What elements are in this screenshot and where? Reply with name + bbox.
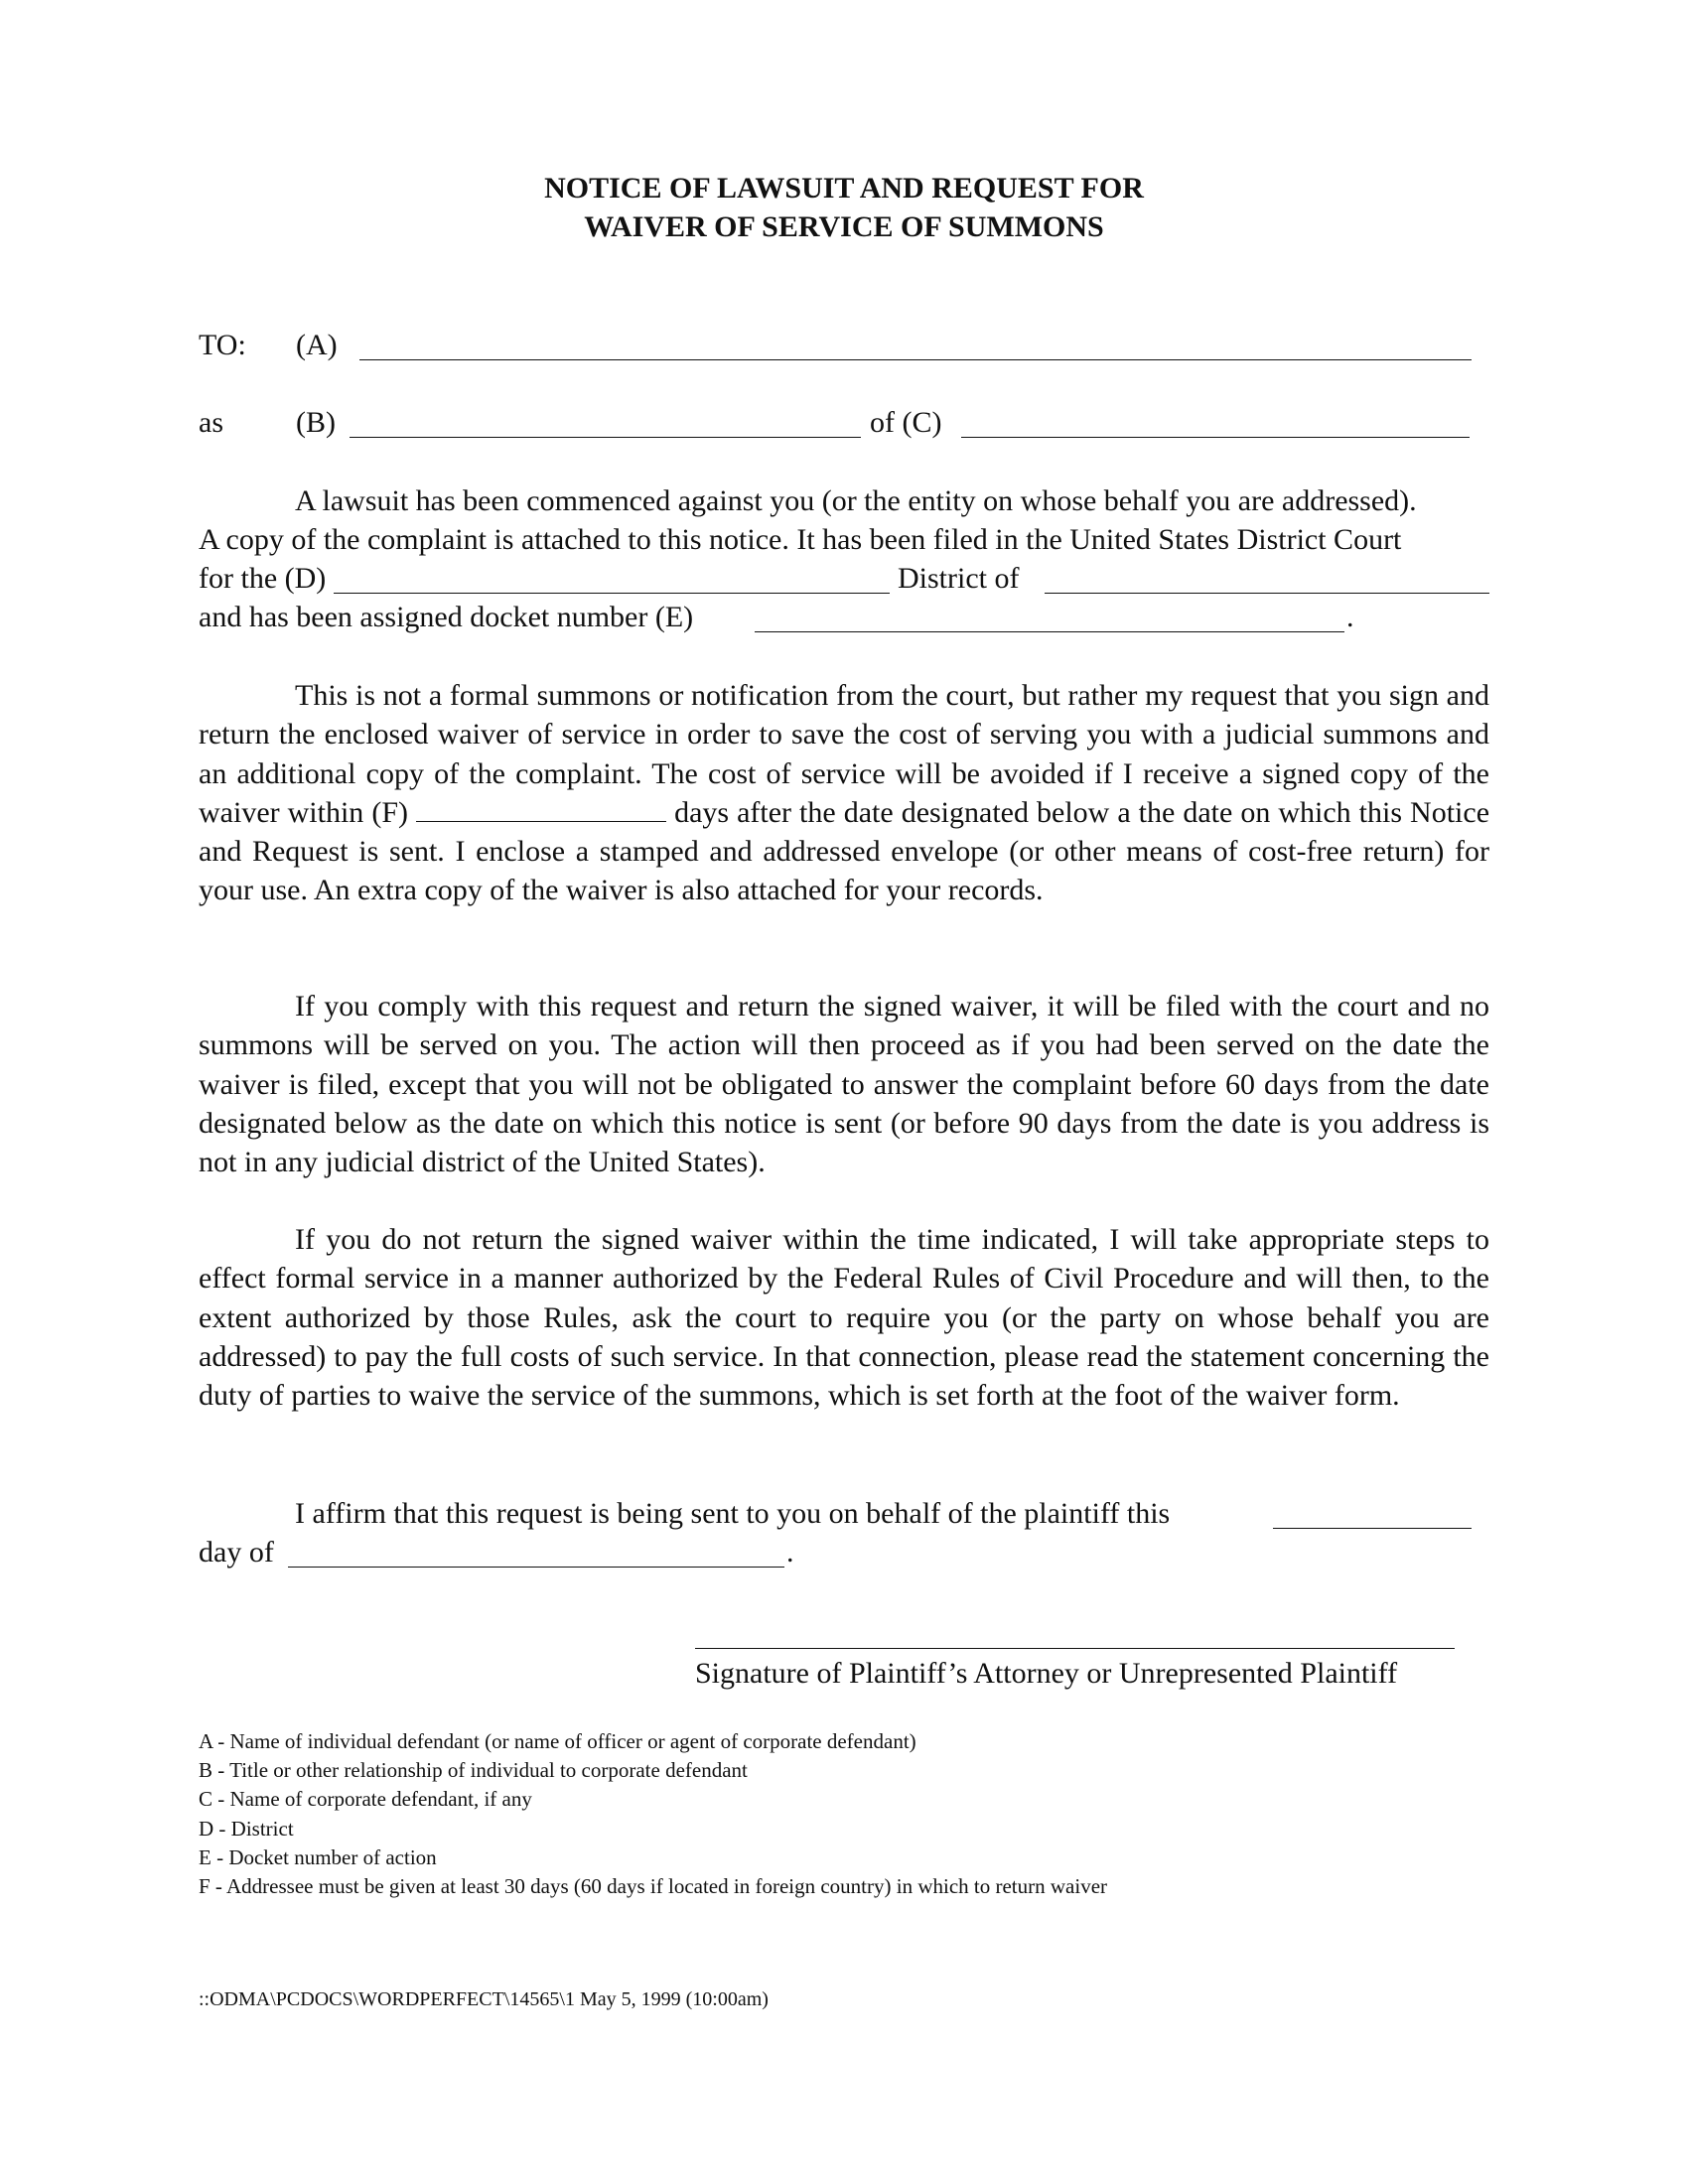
corporate-defendant-field[interactable] <box>961 411 1470 438</box>
legend-item-f: F - Addressee must be given at least 30 days (60 days if located in foreign country) in which to return waiver <box>199 1874 1108 1899</box>
paragraph3-text: If you comply with this request and return the signed waiver, it will be filed with the court and no summons will be served on you. The action will then proceed as if you had been served on the date the waiver is filed, except that you will not be obligated to answer the complaint before 60 days from the date designated below as the date on which this notice is sent (or before 90 days from the date is you address is not in any judicial district of the United States). <box>199 990 1489 1179</box>
b-label: (B) <box>296 406 336 439</box>
paragraph1-line2: A copy of the complaint is attached to this notice. It has been filed in the United States District Court <box>199 523 1402 556</box>
as-label: as <box>199 406 223 439</box>
field-legend <box>199 1727 1107 1901</box>
to-label: TO: <box>199 329 246 361</box>
paragraph2-before-blank: This is not a formal summons or notification from the court, but rather my request that you sign and return the enclosed waiver of service in order to save the cost of serving you with a judicial summons and an additional copy of the complaint. The cost of service will be avoided if I receive a signed copy of the waiver within (F) <box>199 679 1489 829</box>
paragraph2-after-blank: days after the date designated below a the date on which this Notice and Request is sent. I enclose a stamped and addressed envelope (or other means of cost-free return) for your use. An extra copy of the waiver is also attached for your records. <box>199 795 1490 907</box>
docket-period: . <box>1346 601 1354 633</box>
affirm-month-year-field[interactable] <box>288 1541 784 1568</box>
document-path-footer: ::ODMA\PCDOCS\WORDPERFECT\14565\1 May 5, 1999 (10:00am) <box>199 1988 769 2010</box>
paragraph2 <box>199 676 1489 910</box>
affirm-period: . <box>786 1536 794 1569</box>
docket-number-field[interactable] <box>755 606 1344 632</box>
legend-item-a: A - Name of individual defendant (or name of officer or agent of corporate defendant) <box>199 1729 916 1753</box>
document-title-line2: WAIVER OF SERVICE OF SUMMONS <box>584 210 1104 243</box>
signature-line[interactable] <box>695 1648 1455 1649</box>
title-relationship-field[interactable] <box>350 411 861 438</box>
affirm-day-field[interactable] <box>1273 1502 1472 1529</box>
paragraph1-line1: A lawsuit has been commenced against you (or the entity on whose behalf you are addressed). <box>295 484 1417 517</box>
defendant-name-field[interactable] <box>359 334 1472 360</box>
legend-item-e: E - Docket number of action <box>199 1844 437 1869</box>
paragraph4 <box>199 1220 1489 1415</box>
signature-caption: Signature of Plaintiff’s Attorney or Unrepresented Plaintiff <box>695 1657 1398 1690</box>
a-label: (A) <box>296 329 338 361</box>
legend-item-c: C - Name of corporate defendant, if any <box>199 1787 532 1812</box>
of-c-label: of (C) <box>870 406 942 439</box>
district-of-label: District of <box>898 562 1020 595</box>
paragraph3 <box>199 987 1489 1181</box>
district-d-field[interactable] <box>334 567 890 594</box>
district-of-field[interactable] <box>1045 567 1489 594</box>
day-of-label: day of <box>199 1536 274 1569</box>
for-the-d-label: for the (D) <box>199 562 327 595</box>
affirm-line1: I affirm that this request is being sent to you on behalf of the plaintiff this <box>295 1497 1171 1530</box>
document-title-line1: NOTICE OF LAWSUIT AND REQUEST FOR <box>544 172 1144 205</box>
legend-item-b: B - Title or other relationship of individual to corporate defendant <box>199 1758 748 1783</box>
docket-number-label: and has been assigned docket number (E) <box>199 601 694 633</box>
legend-item-d: D - District <box>199 1816 294 1841</box>
paragraph4-text: If you do not return the signed waiver within the time indicated, I will take appropriate steps to effect formal service in a manner authorized by the Federal Rules of Civil Procedure and will then, to the extent authorized by those Rules, ask the court to require you (or the party on whose behalf you are addressed) to pay the full costs of such service. In that connection, please read the statement concerning the duty of parties to waive the service of the summons, which is set forth at the foot of the waiver form. <box>199 1223 1489 1413</box>
days-f-field[interactable] <box>416 797 666 822</box>
